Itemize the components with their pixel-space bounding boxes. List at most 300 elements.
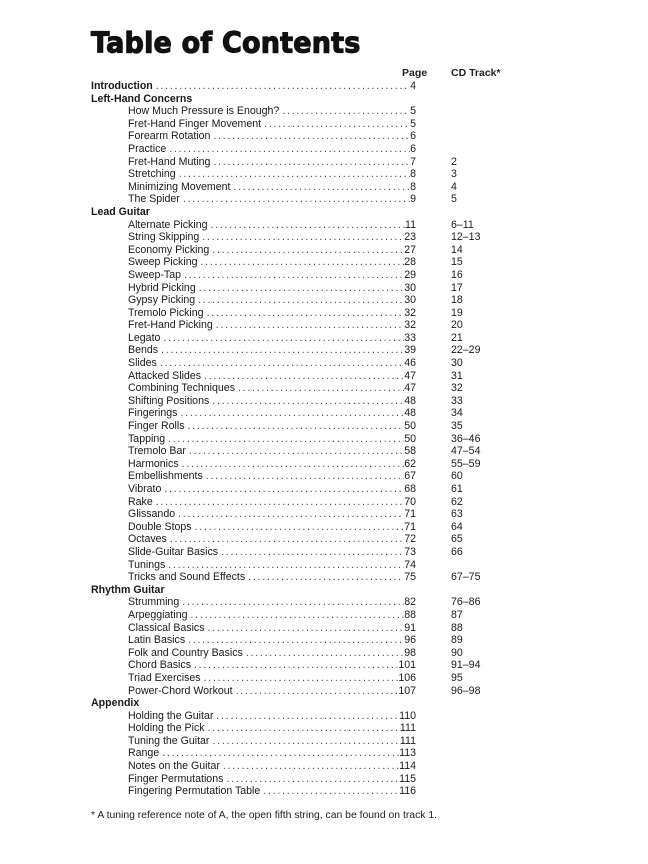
toc-entry-line	[128, 609, 416, 622]
toc-entry-line	[128, 130, 416, 143]
toc-cd-track: 30	[451, 357, 463, 370]
dot-leader	[170, 533, 404, 546]
toc-entry-title: Forearm Rotation	[128, 130, 211, 143]
toc-entry[interactable]	[0, 747, 648, 760]
toc-page-number: 23	[404, 231, 416, 244]
toc-page-number: 111	[399, 734, 416, 747]
toc-page-number: 39	[404, 344, 416, 357]
toc-entry[interactable]	[0, 458, 648, 471]
toc-page-number: 74	[404, 558, 416, 571]
toc-entry-title: Attacked Slides	[128, 369, 202, 382]
toc-entry-title: Folk and Country Basics	[128, 646, 243, 659]
toc-cd-track: 90	[451, 646, 463, 659]
toc-section-heading	[0, 697, 648, 710]
toc-entry-line	[128, 156, 416, 169]
toc-entry[interactable]	[0, 773, 648, 786]
toc-cd-track: 6–11	[451, 218, 474, 231]
toc-entry-line	[128, 773, 416, 786]
toc-cd-track: 34	[451, 407, 463, 420]
toc-entry[interactable]	[0, 609, 648, 622]
toc-page-number: 96	[404, 634, 416, 647]
toc-cd-track: 15	[451, 256, 463, 269]
toc-section-heading	[0, 584, 648, 597]
toc-cd-track: 96–98	[451, 684, 481, 697]
toc-entry-title: Tuning the Guitar	[128, 734, 210, 747]
toc-entry-title: The Spider	[128, 193, 180, 206]
toc-entry-line	[128, 105, 416, 118]
dot-leader	[263, 785, 399, 798]
toc-entry[interactable]	[0, 785, 648, 798]
toc-entry-title: Fingerings	[128, 407, 178, 420]
toc-page-number: 110	[399, 709, 416, 722]
toc-entry-line	[128, 634, 416, 647]
toc-entry-line	[128, 785, 416, 798]
toc-entry-title: Range	[128, 747, 160, 760]
toc-entry-title: Holding the Pick	[128, 722, 205, 735]
toc-entry[interactable]	[0, 256, 648, 269]
dot-leader	[183, 193, 410, 206]
toc-entry-line	[128, 382, 416, 395]
toc-entry[interactable]	[0, 156, 648, 169]
dot-leader	[168, 559, 404, 572]
toc-entry-title: String Skipping	[128, 231, 200, 244]
toc-page-number: 107	[398, 684, 416, 697]
dot-leader	[164, 483, 404, 496]
toc-entry-line	[128, 193, 416, 206]
toc-entry-line	[128, 168, 416, 181]
toc-entry[interactable]	[0, 193, 648, 206]
toc-entry-line	[128, 496, 416, 509]
toc-entry-title: How Much Pressure is Enough?	[128, 105, 280, 118]
toc-page-number: 9	[410, 193, 416, 206]
toc-cd-track: 47–54	[451, 445, 481, 458]
toc-page-number: 47	[404, 369, 416, 382]
toc-entry[interactable]	[0, 307, 648, 320]
toc-entry-line	[128, 659, 416, 672]
dot-leader	[188, 634, 404, 647]
toc-entry-line	[128, 269, 416, 282]
toc-entry[interactable]	[0, 370, 648, 383]
toc-cd-track: 22–29	[451, 344, 481, 357]
toc-entry[interactable]	[0, 508, 648, 521]
toc-entry-title: Glissando	[128, 508, 176, 521]
toc-page-number: 30	[404, 294, 416, 307]
toc-entry-title: Gypsy Picking	[128, 294, 196, 307]
toc-cd-track: 64	[451, 520, 463, 533]
toc-entry-title: Lead Guitar	[91, 205, 150, 218]
toc-page-number: 27	[404, 243, 416, 256]
toc-page-number: 5	[410, 105, 416, 118]
toc-entry[interactable]	[0, 130, 648, 143]
toc-entry-title: Alternate Picking	[128, 218, 208, 231]
dot-leader	[207, 307, 405, 320]
toc-page-number: 5	[410, 117, 416, 130]
dot-leader	[160, 357, 404, 370]
toc-entry[interactable]	[0, 760, 648, 773]
toc-entry-line	[128, 433, 416, 446]
toc-entry[interactable]	[0, 710, 648, 723]
toc-cd-track: 88	[451, 621, 463, 634]
toc-page-number: 68	[404, 483, 416, 495]
toc-entry[interactable]	[0, 395, 648, 408]
toc-entry[interactable]	[0, 332, 648, 345]
toc-cd-track: 60	[451, 470, 463, 483]
toc-page-number: 72	[404, 533, 416, 546]
toc-cd-track: 12–13	[451, 231, 481, 244]
toc-cd-track: 87	[451, 608, 463, 621]
dot-leader	[191, 609, 405, 622]
dot-leader	[163, 332, 404, 345]
toc-entry-title: Notes on the Guitar	[128, 760, 220, 773]
dot-leader	[168, 433, 404, 446]
toc-cd-track: 4	[451, 180, 457, 193]
dot-leader	[194, 659, 398, 672]
toc-entry-line	[128, 596, 416, 609]
toc-entry-line	[91, 93, 195, 106]
dot-leader	[189, 445, 404, 458]
toc-page-number: 28	[404, 256, 416, 269]
toc-cd-track: 91–94	[451, 659, 481, 672]
toc-entry-line	[128, 357, 416, 370]
toc-entry[interactable]	[0, 672, 648, 685]
toc-page-number: 62	[404, 457, 416, 470]
toc-entry[interactable]	[0, 533, 648, 546]
dot-leader	[208, 722, 400, 735]
dot-leader	[226, 773, 399, 786]
toc-entry-title: Tapping	[128, 432, 166, 445]
dot-leader	[248, 571, 404, 584]
dot-leader	[182, 596, 404, 609]
toc-entry[interactable]	[0, 143, 648, 156]
dot-leader	[178, 508, 404, 521]
toc-entry-title: Strumming	[128, 596, 180, 609]
dot-leader	[211, 219, 406, 232]
toc-entry-title: Tricks and Sound Effects	[128, 571, 246, 584]
toc-entry-title: Holding the Guitar	[128, 709, 214, 722]
toc-entry-title: Arpeggiating	[128, 608, 188, 621]
dot-leader	[213, 156, 410, 169]
toc-entry[interactable]	[0, 634, 648, 647]
toc-entry-line	[128, 622, 416, 635]
toc-entry-title: Tunings	[128, 558, 166, 571]
toc-entry[interactable]	[0, 357, 648, 370]
toc-entry-title: Slides	[128, 357, 157, 370]
toc-entry-title: Triad Exercises	[128, 671, 201, 684]
toc-entry-line	[91, 80, 416, 93]
toc-entry-line	[128, 521, 416, 534]
toc-entry-title: Power-Chord Workout	[128, 684, 233, 697]
toc-entry[interactable]	[0, 407, 648, 420]
dot-leader	[184, 269, 404, 282]
toc-entry[interactable]	[0, 659, 648, 672]
toc-page-number: 116	[399, 785, 416, 798]
toc-cd-track: 55–59	[451, 457, 481, 470]
toc-entry-title: Fingering Permutation Table	[128, 785, 261, 798]
dot-leader	[212, 395, 404, 408]
toc-section-heading	[0, 93, 648, 106]
toc-entry-title: Shifting Positions	[128, 394, 210, 407]
dot-leader	[212, 735, 399, 748]
toc-cd-track: 5	[451, 193, 457, 206]
toc-entry-title: Finger Permutations	[128, 772, 224, 785]
toc-entry[interactable]	[0, 735, 648, 748]
toc-entry[interactable]	[0, 105, 648, 118]
toc-entry-title: Chord Basics	[128, 659, 191, 672]
toc-cd-track: 3	[451, 168, 457, 181]
toc-entry-line	[128, 143, 416, 156]
toc-cd-track: 61	[451, 483, 463, 495]
toc-entry-line	[128, 332, 416, 345]
toc-entry-title: Legato	[128, 331, 161, 344]
toc-cd-track: 14	[451, 243, 463, 256]
toc-cd-track: 19	[451, 306, 463, 319]
toc-page-number: 6	[410, 130, 416, 143]
toc-entry-line	[128, 244, 416, 257]
dot-leader	[264, 118, 410, 131]
dot-leader	[238, 382, 404, 395]
toc-entry-line	[128, 256, 416, 269]
toc-entry-line	[128, 282, 416, 295]
toc-entry-line	[128, 445, 416, 458]
toc-entry-title: Tremolo Picking	[128, 306, 204, 319]
toc-page-number: 32	[404, 306, 416, 319]
toc-entry[interactable]	[0, 118, 648, 131]
toc-entry-line	[128, 319, 416, 332]
dot-leader	[161, 344, 404, 357]
toc-cd-track: 65	[451, 533, 463, 546]
toc-page-number: 50	[404, 420, 416, 433]
table-of-contents	[0, 80, 648, 798]
toc-section-heading	[0, 206, 648, 219]
toc-entry-line	[128, 395, 416, 408]
toc-entry-line	[128, 672, 416, 685]
toc-entry[interactable]	[0, 496, 648, 509]
toc-entry-title: Rhythm Guitar	[91, 583, 165, 596]
footnote: * A tuning reference note of A, the open fifth string, can be found on track 1.	[91, 810, 438, 821]
toc-entry-line	[128, 458, 416, 471]
toc-entry-title: Latin Basics	[128, 634, 186, 647]
toc-entry-line	[128, 181, 416, 194]
dot-leader	[179, 168, 410, 181]
toc-entry-title: Tremolo Bar	[128, 445, 186, 458]
toc-entry[interactable]	[0, 282, 648, 295]
toc-entry-line	[128, 118, 416, 131]
toc-cd-track: 67–75	[451, 571, 481, 584]
toc-entry-title: Finger Rolls	[128, 420, 185, 433]
dot-leader	[182, 458, 405, 471]
dot-leader	[216, 319, 404, 332]
toc-cd-track: 89	[451, 634, 463, 647]
toc-entry-title: Stretching	[128, 168, 176, 181]
toc-cd-track: 31	[451, 369, 463, 382]
toc-page-number: 111	[399, 722, 416, 735]
toc-entry[interactable]	[0, 546, 648, 559]
toc-cd-track: 63	[451, 508, 463, 521]
page-column-header: Page	[402, 67, 428, 79]
toc-page-number: 113	[399, 747, 416, 760]
toc-entry-line	[128, 747, 416, 760]
toc-page-number: 6	[410, 142, 416, 155]
toc-entry-title: Fret-Hand Finger Movement	[128, 117, 262, 130]
toc-page-number: 75	[404, 571, 416, 584]
toc-entry[interactable]	[0, 433, 648, 446]
toc-page-number: 88	[404, 608, 416, 621]
toc-cd-track: 2	[451, 155, 457, 168]
dot-leader	[204, 370, 404, 383]
toc-entry-line	[128, 231, 416, 244]
toc-cd-track: 35	[451, 420, 463, 433]
toc-entry-line	[91, 697, 142, 710]
toc-entry[interactable]	[0, 420, 648, 433]
toc-page-number: 4	[410, 80, 416, 92]
toc-page-number: 98	[404, 646, 416, 659]
dot-leader	[188, 420, 405, 433]
toc-page-number: 11	[405, 218, 416, 231]
cd-track-column-header: CD Track*	[451, 67, 501, 79]
toc-page-number: 101	[398, 659, 416, 672]
toc-page-number: 67	[404, 470, 416, 483]
toc-page-number: 50	[404, 432, 416, 445]
toc-entry-title: Vibrato	[128, 483, 162, 495]
toc-entry[interactable]	[0, 685, 648, 698]
dot-leader	[221, 546, 404, 559]
dot-leader	[169, 143, 410, 156]
dot-leader	[202, 231, 404, 244]
toc-entry[interactable]	[0, 181, 648, 194]
toc-entry[interactable]	[0, 319, 648, 332]
dot-leader	[156, 496, 404, 509]
toc-entry-line	[128, 546, 416, 559]
dot-leader	[246, 647, 404, 660]
toc-entry-line	[128, 420, 416, 433]
toc-entry-line	[128, 470, 416, 483]
toc-entry[interactable]	[0, 445, 648, 458]
toc-page-number: 32	[404, 319, 416, 332]
toc-entry-line	[128, 219, 416, 232]
toc-entry-line	[128, 559, 416, 572]
dot-leader	[216, 710, 399, 723]
toc-entry-title: Embellishments	[128, 470, 203, 483]
toc-entry[interactable]	[0, 722, 648, 735]
toc-page-number: 106	[398, 671, 416, 684]
toc-cd-track: 62	[451, 495, 463, 508]
dot-leader	[156, 80, 410, 93]
toc-cd-track: 66	[451, 545, 463, 558]
toc-page-number: 47	[404, 382, 416, 395]
toc-entry-title: Sweep Picking	[128, 256, 198, 269]
toc-entry-line	[128, 307, 416, 320]
toc-cd-track: 36–46	[451, 432, 481, 445]
toc-cd-track: 18	[451, 294, 463, 307]
toc-entry-title: Introduction	[91, 80, 153, 92]
toc-cd-track: 20	[451, 319, 463, 332]
toc-entry-line	[128, 760, 416, 773]
toc-page-number: 8	[410, 180, 416, 193]
toc-entry[interactable]	[0, 622, 648, 635]
dot-leader	[212, 244, 404, 257]
toc-page-number: 30	[404, 281, 416, 294]
toc-entry-title: Hybrid Picking	[128, 281, 196, 294]
toc-section-entry[interactable]	[0, 80, 648, 93]
toc-entry[interactable]	[0, 596, 648, 609]
toc-page-number: 29	[404, 268, 416, 281]
toc-page-number: 71	[404, 508, 416, 521]
toc-entry-line	[128, 407, 416, 420]
toc-entry-title: Harmonics	[128, 457, 179, 470]
dot-leader	[199, 282, 404, 295]
toc-page-number: 7	[410, 155, 416, 168]
toc-page-number: 115	[399, 772, 416, 785]
dot-leader	[180, 407, 404, 420]
toc-cd-track: 33	[451, 394, 463, 407]
toc-page-number: 82	[404, 596, 416, 609]
toc-entry[interactable]	[0, 344, 648, 357]
toc-entry-line	[128, 508, 416, 521]
toc-entry[interactable]	[0, 382, 648, 395]
toc-entry[interactable]	[0, 244, 648, 257]
toc-entry[interactable]	[0, 294, 648, 307]
toc-entry-title: Slide-Guitar Basics	[128, 545, 219, 558]
toc-entry-title: Fret-Hand Muting	[128, 155, 211, 168]
toc-entry-title: Octaves	[128, 533, 167, 546]
toc-entry[interactable]	[0, 231, 648, 244]
toc-entry-title: Left-Hand Concerns	[91, 92, 193, 105]
toc-entry[interactable]	[0, 521, 648, 534]
toc-entry-title: Practice	[128, 142, 167, 155]
dot-leader	[201, 256, 405, 269]
toc-entry-line	[128, 483, 416, 496]
toc-cd-track: 21	[451, 331, 463, 344]
toc-entry-title: Classical Basics	[128, 621, 205, 634]
toc-entry-title: Bends	[128, 344, 159, 357]
toc-entry-title: Fret-Hand Picking	[128, 319, 213, 332]
toc-page-number: 70	[404, 495, 416, 508]
dot-leader	[206, 470, 404, 483]
dot-leader	[223, 760, 399, 773]
toc-entry[interactable]	[0, 559, 648, 572]
toc-page-number: 58	[404, 445, 416, 458]
toc-entry-line	[128, 533, 416, 546]
toc-page-number: 48	[404, 407, 416, 420]
toc-entry-line	[128, 722, 416, 735]
toc-cd-track: 16	[451, 268, 463, 281]
dot-leader	[236, 685, 399, 698]
toc-page-number: 73	[404, 545, 416, 558]
toc-entry[interactable]	[0, 571, 648, 584]
page-title: Table of Contents	[91, 27, 361, 60]
toc-entry-line	[128, 685, 416, 698]
toc-cd-track: 32	[451, 382, 463, 395]
toc-entry[interactable]	[0, 483, 648, 496]
dot-leader	[233, 181, 410, 194]
toc-entry-title: Minimizing Movement	[128, 180, 231, 193]
toc-entry-line	[128, 647, 416, 660]
dot-leader	[198, 294, 404, 307]
toc-entry[interactable]	[0, 647, 648, 660]
toc-entry-title: Appendix	[91, 697, 140, 710]
toc-page-number: 48	[404, 394, 416, 407]
toc-cd-track: 76–86	[451, 596, 481, 609]
toc-page-number: 33	[404, 331, 416, 344]
toc-entry[interactable]	[0, 269, 648, 282]
toc-entry[interactable]	[0, 470, 648, 483]
toc-page-number: 8	[410, 168, 416, 181]
toc-page-number: 114	[399, 760, 416, 773]
toc-entry[interactable]	[0, 168, 648, 181]
toc-page-number: 46	[404, 357, 416, 370]
toc-entry-line	[128, 370, 416, 383]
toc-entry[interactable]	[0, 219, 648, 232]
